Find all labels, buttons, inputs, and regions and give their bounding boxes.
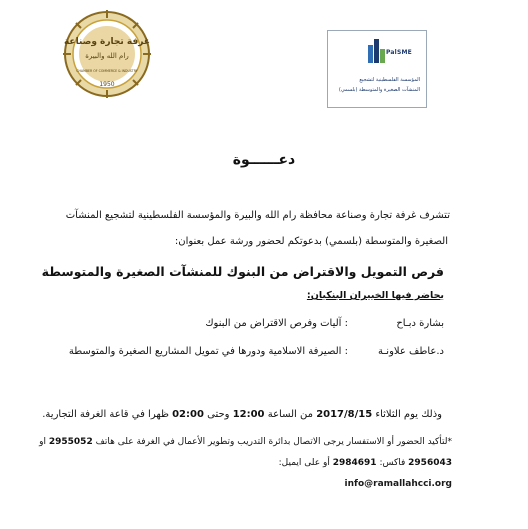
building-icon <box>366 37 388 63</box>
speakers-heading: يحاضر فيها الخبيران البنكيان: <box>306 290 444 301</box>
schedule-prefix: وذلك يوم الثلاثاء <box>375 409 442 420</box>
schedule-end: 02:00 <box>172 409 204 420</box>
chamber-ring-text: CHAMBER OF COMMERCE & INDUSTRY <box>76 69 138 73</box>
chamber-seal-icon <box>62 8 152 103</box>
schedule-line <box>42 409 442 420</box>
speaker-1-topic: : آليات وفرص الاقتراض من البنوك <box>205 318 348 329</box>
rsvp-line-1 <box>39 437 452 447</box>
rsvp-fax-label: فاكس: <box>379 458 406 468</box>
speaker-2-topic: : الصيرفة الاسلامية ودورها في تمويل المشاريع الصغيرة والمتوسطة <box>68 346 348 357</box>
schedule-mid1: من الساعة <box>267 409 313 420</box>
intro-line-2: الصغيرة والمتوسطة (بلسمي) بدعوتكم لحضور ورشة عمل بعنوان: <box>174 236 448 247</box>
rsvp-phone-1: 2955052 <box>48 437 93 447</box>
rsvp-email[interactable]: info@ramallahcci.org <box>344 479 452 489</box>
rsvp-phone-2: 2956043 <box>408 458 452 468</box>
invitation-title: دعــــــوة <box>232 152 296 168</box>
schedule-mid2: وحتى <box>207 409 230 420</box>
speaker-2-name: د.عاطف علاونـة <box>378 346 444 357</box>
palsme-line2: المنشآت الصغيرة والمتوسطة (بلسمي) <box>338 87 420 93</box>
schedule-start: 12:00 <box>232 409 265 420</box>
rsvp-line-2 <box>279 458 452 468</box>
rsvp-line-3 <box>345 479 452 489</box>
chamber-of-commerce-logo <box>62 8 152 103</box>
workshop-headline: فرص التمويل والاقتراض من البنوك للمنشآت الصغيرة والمتوسطة <box>41 264 444 279</box>
intro-line-1: تتشرف غرفة تجارة وصناعة محافظة رام الله والبيرة والمؤسسة الفلسطينية لتشجيع المنشآت <box>65 210 450 221</box>
rsvp-or: او <box>39 437 46 447</box>
palsme-line1: المؤسسة الفلسطينية لتشجيع <box>359 77 420 83</box>
schedule-suffix: ظهرا في قاعة الغرفة التجارية. <box>42 409 169 420</box>
palsme-brand: PalSME <box>386 49 412 56</box>
chamber-name-ar: غرفة تجارة وصناعة <box>63 37 151 47</box>
speaker-1-name: بشارة دبـاح <box>396 318 444 329</box>
chamber-city-ar: رام الله والبيرة <box>85 52 129 60</box>
rsvp-email-label: أو على ايميل: <box>278 458 330 468</box>
palsme-logo <box>327 30 427 108</box>
chamber-year: 1950 <box>99 81 115 88</box>
rsvp-fax: 2984691 <box>332 458 377 468</box>
schedule-date: 2017/8/15 <box>316 409 373 420</box>
rsvp-text: *لتأكيد الحضور أو الاستفسار يرجى الاتصال بدائرة التدريب وتطوير الأعمال في الغرفة على هاتف <box>95 437 452 447</box>
